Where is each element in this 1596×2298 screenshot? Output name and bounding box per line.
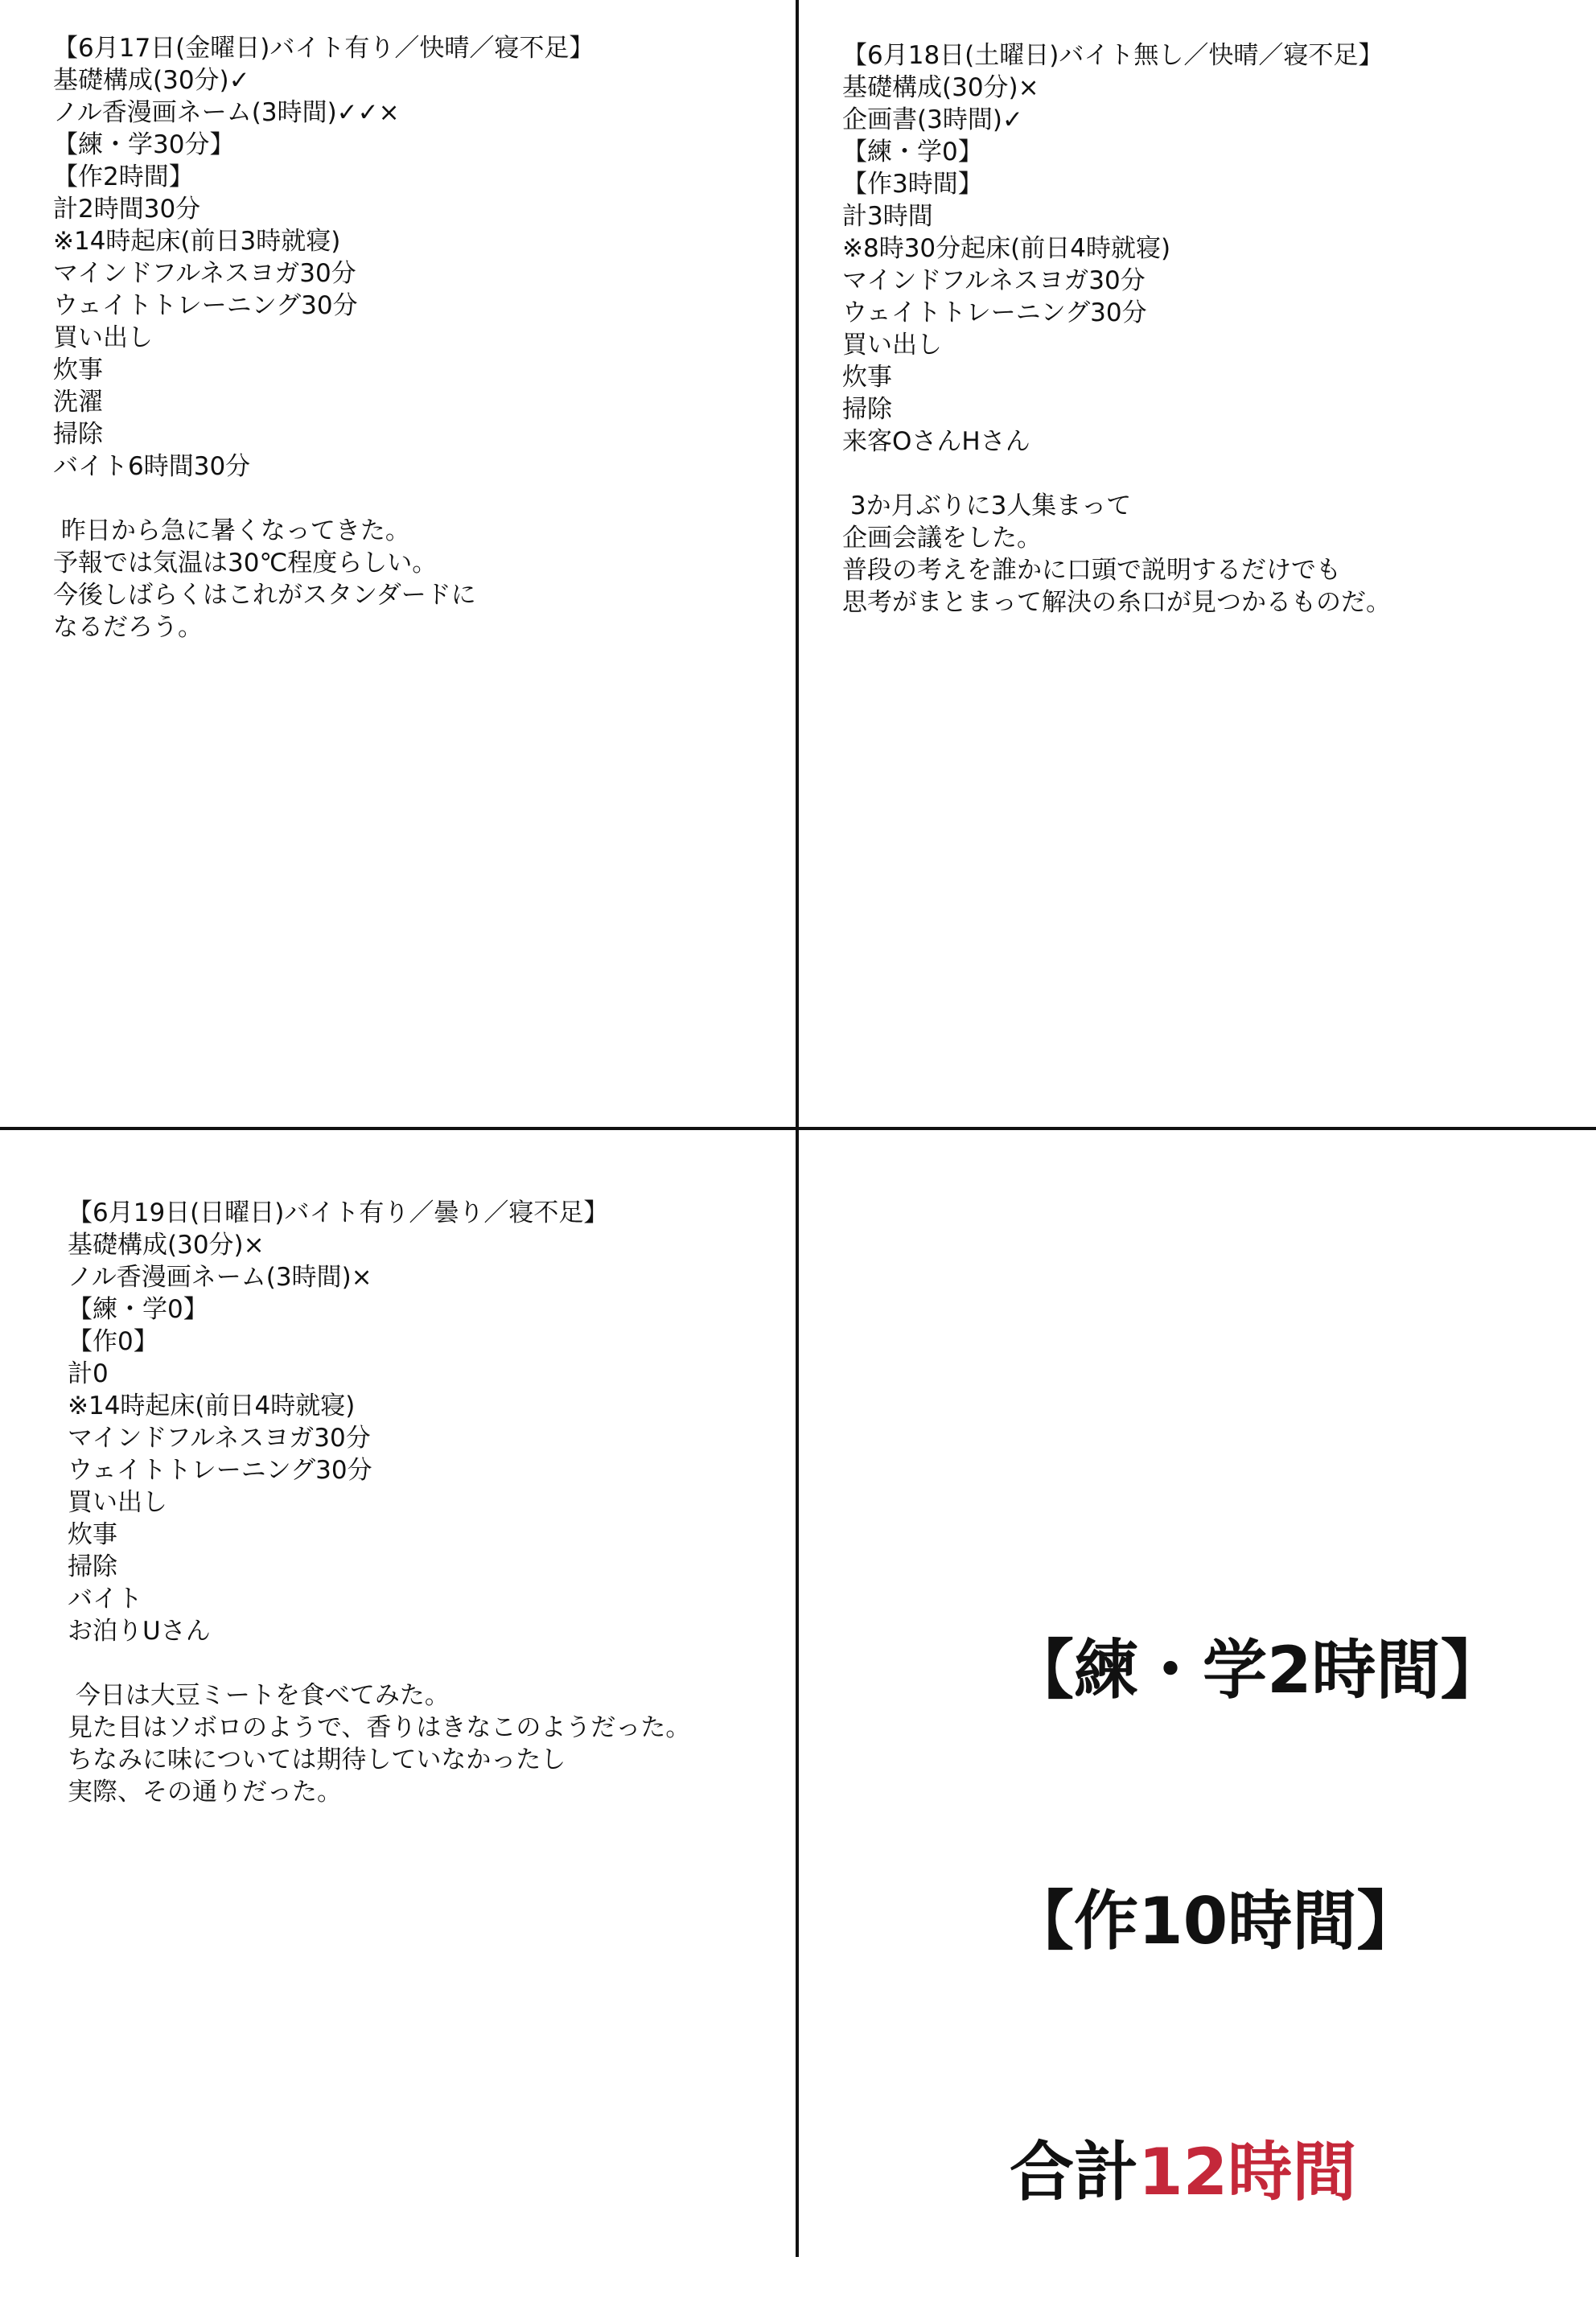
entry-line: マインドフルネスヨガ30分 bbox=[53, 259, 356, 288]
entry-line: ノル香漫画ネーム(3時間)✓✓× bbox=[53, 98, 400, 127]
entry-line: 掃除 bbox=[53, 420, 103, 449]
entry-line: 来客OさんHさん bbox=[842, 427, 1030, 456]
entry-line: 買い出し bbox=[842, 331, 942, 360]
horizontal-divider bbox=[0, 1127, 1596, 1130]
entry-line: 企画会議をした。 bbox=[842, 524, 1042, 553]
entry-line: 実際、その通りだった。 bbox=[68, 1778, 342, 1807]
entry-line: 計2時間30分 bbox=[53, 195, 201, 224]
entry-line: ノル香漫画ネーム(3時間)× bbox=[68, 1263, 372, 1292]
entry-line: 洗濯 bbox=[53, 388, 103, 417]
entry-line bbox=[842, 458, 1391, 490]
summary-total-label: 合計 bbox=[1010, 2135, 1138, 2210]
entry-line: 見た目はソボロのようで、香りはきなこのようだった。 bbox=[68, 1713, 691, 1742]
entry-line: マインドフルネスヨガ30分 bbox=[68, 1424, 371, 1453]
entry-line: ※14時起床(前日3時就寝) bbox=[53, 227, 341, 256]
entry-line: ウェイトトレーニング30分 bbox=[842, 298, 1147, 327]
entry-line: 【6月18日(土曜日)バイト無し／快晴／寝不足】 bbox=[842, 41, 1384, 70]
entry-line: 【6月19日(日曜日)バイト有り／曇り／寝不足】 bbox=[68, 1198, 609, 1227]
entry-line: 予報では気温は30℃程度らしい。 bbox=[53, 549, 438, 578]
entry-line: 基礎構成(30分)× bbox=[842, 73, 1039, 102]
entry-line: 今日は大豆ミートを食べてみた。 bbox=[68, 1681, 450, 1710]
entry-line: 普段の考えを誰かに口頭で説明するだけでも bbox=[842, 556, 1341, 585]
summary-total-value: 12時間 bbox=[1138, 2135, 1357, 2210]
entry-line bbox=[68, 1647, 690, 1679]
entry-line: 炊事 bbox=[842, 363, 892, 392]
entry-line bbox=[53, 483, 594, 515]
entry-line: 基礎構成(30分)✓ bbox=[53, 66, 250, 95]
entry-line: お泊りUさん bbox=[68, 1617, 211, 1646]
entry-line: 企画書(3時間)✓ bbox=[842, 105, 1023, 134]
entry-line: 思考がまとまって解決の糸口が見つかるものだ。 bbox=[842, 588, 1391, 617]
entry-line: ウェイトトレーニング30分 bbox=[53, 291, 358, 320]
entry-line: 3か月ぶりに3人集まって bbox=[842, 491, 1132, 520]
entry-line: 掃除 bbox=[842, 395, 892, 424]
journal-entry-june-18 bbox=[842, 39, 1391, 619]
summary-creation: 【作10時間】 bbox=[1010, 1884, 1421, 1959]
entry-line: 【練・学0】 bbox=[68, 1295, 208, 1324]
entry-line: 基礎構成(30分)× bbox=[68, 1231, 265, 1260]
entry-line: 今後しばらくはこれがスタンダードに bbox=[53, 581, 476, 610]
entry-line: 計0 bbox=[68, 1359, 109, 1388]
entry-line: 計3時間 bbox=[842, 202, 933, 231]
journal-entry-june-17 bbox=[53, 32, 594, 643]
entry-line: 【練・学0】 bbox=[842, 138, 983, 166]
entry-line: ※14時起床(前日4時就寝) bbox=[68, 1392, 356, 1420]
entry-line: 買い出し bbox=[68, 1488, 167, 1517]
entry-line: 買い出し bbox=[53, 323, 153, 352]
entry-line: 昨日から急に暑くなってきた。 bbox=[53, 516, 410, 545]
entry-line: ※8時30分起床(前日4時就寝) bbox=[842, 234, 1171, 263]
entry-line: ウェイトトレーニング30分 bbox=[68, 1456, 372, 1485]
entry-line: バイト6時間30分 bbox=[53, 452, 251, 481]
journal-entry-june-19 bbox=[68, 1197, 690, 1808]
entry-line: 【作2時間】 bbox=[53, 162, 194, 191]
entry-line: 【練・学30分】 bbox=[53, 130, 235, 159]
entry-line: 炊事 bbox=[53, 356, 103, 384]
entry-line: 【6月17日(金曜日)バイト有り／快晴／寝不足】 bbox=[53, 34, 594, 63]
summary-practice: 【練・学2時間】 bbox=[1010, 1633, 1505, 1708]
entry-line: マインドフルネスヨガ30分 bbox=[842, 266, 1146, 295]
summary-total bbox=[1010, 2131, 1505, 2214]
entry-line: バイト bbox=[68, 1585, 142, 1614]
entry-line: ちなみに味については期待していなかったし bbox=[68, 1745, 566, 1774]
entry-line: 【作3時間】 bbox=[842, 170, 983, 199]
entry-line: 炊事 bbox=[68, 1520, 117, 1549]
entry-line: 【作0】 bbox=[68, 1327, 158, 1356]
entry-line: なるだろう。 bbox=[53, 613, 203, 642]
entry-line: 掃除 bbox=[68, 1552, 117, 1581]
weekly-summary bbox=[1010, 1461, 1505, 2298]
